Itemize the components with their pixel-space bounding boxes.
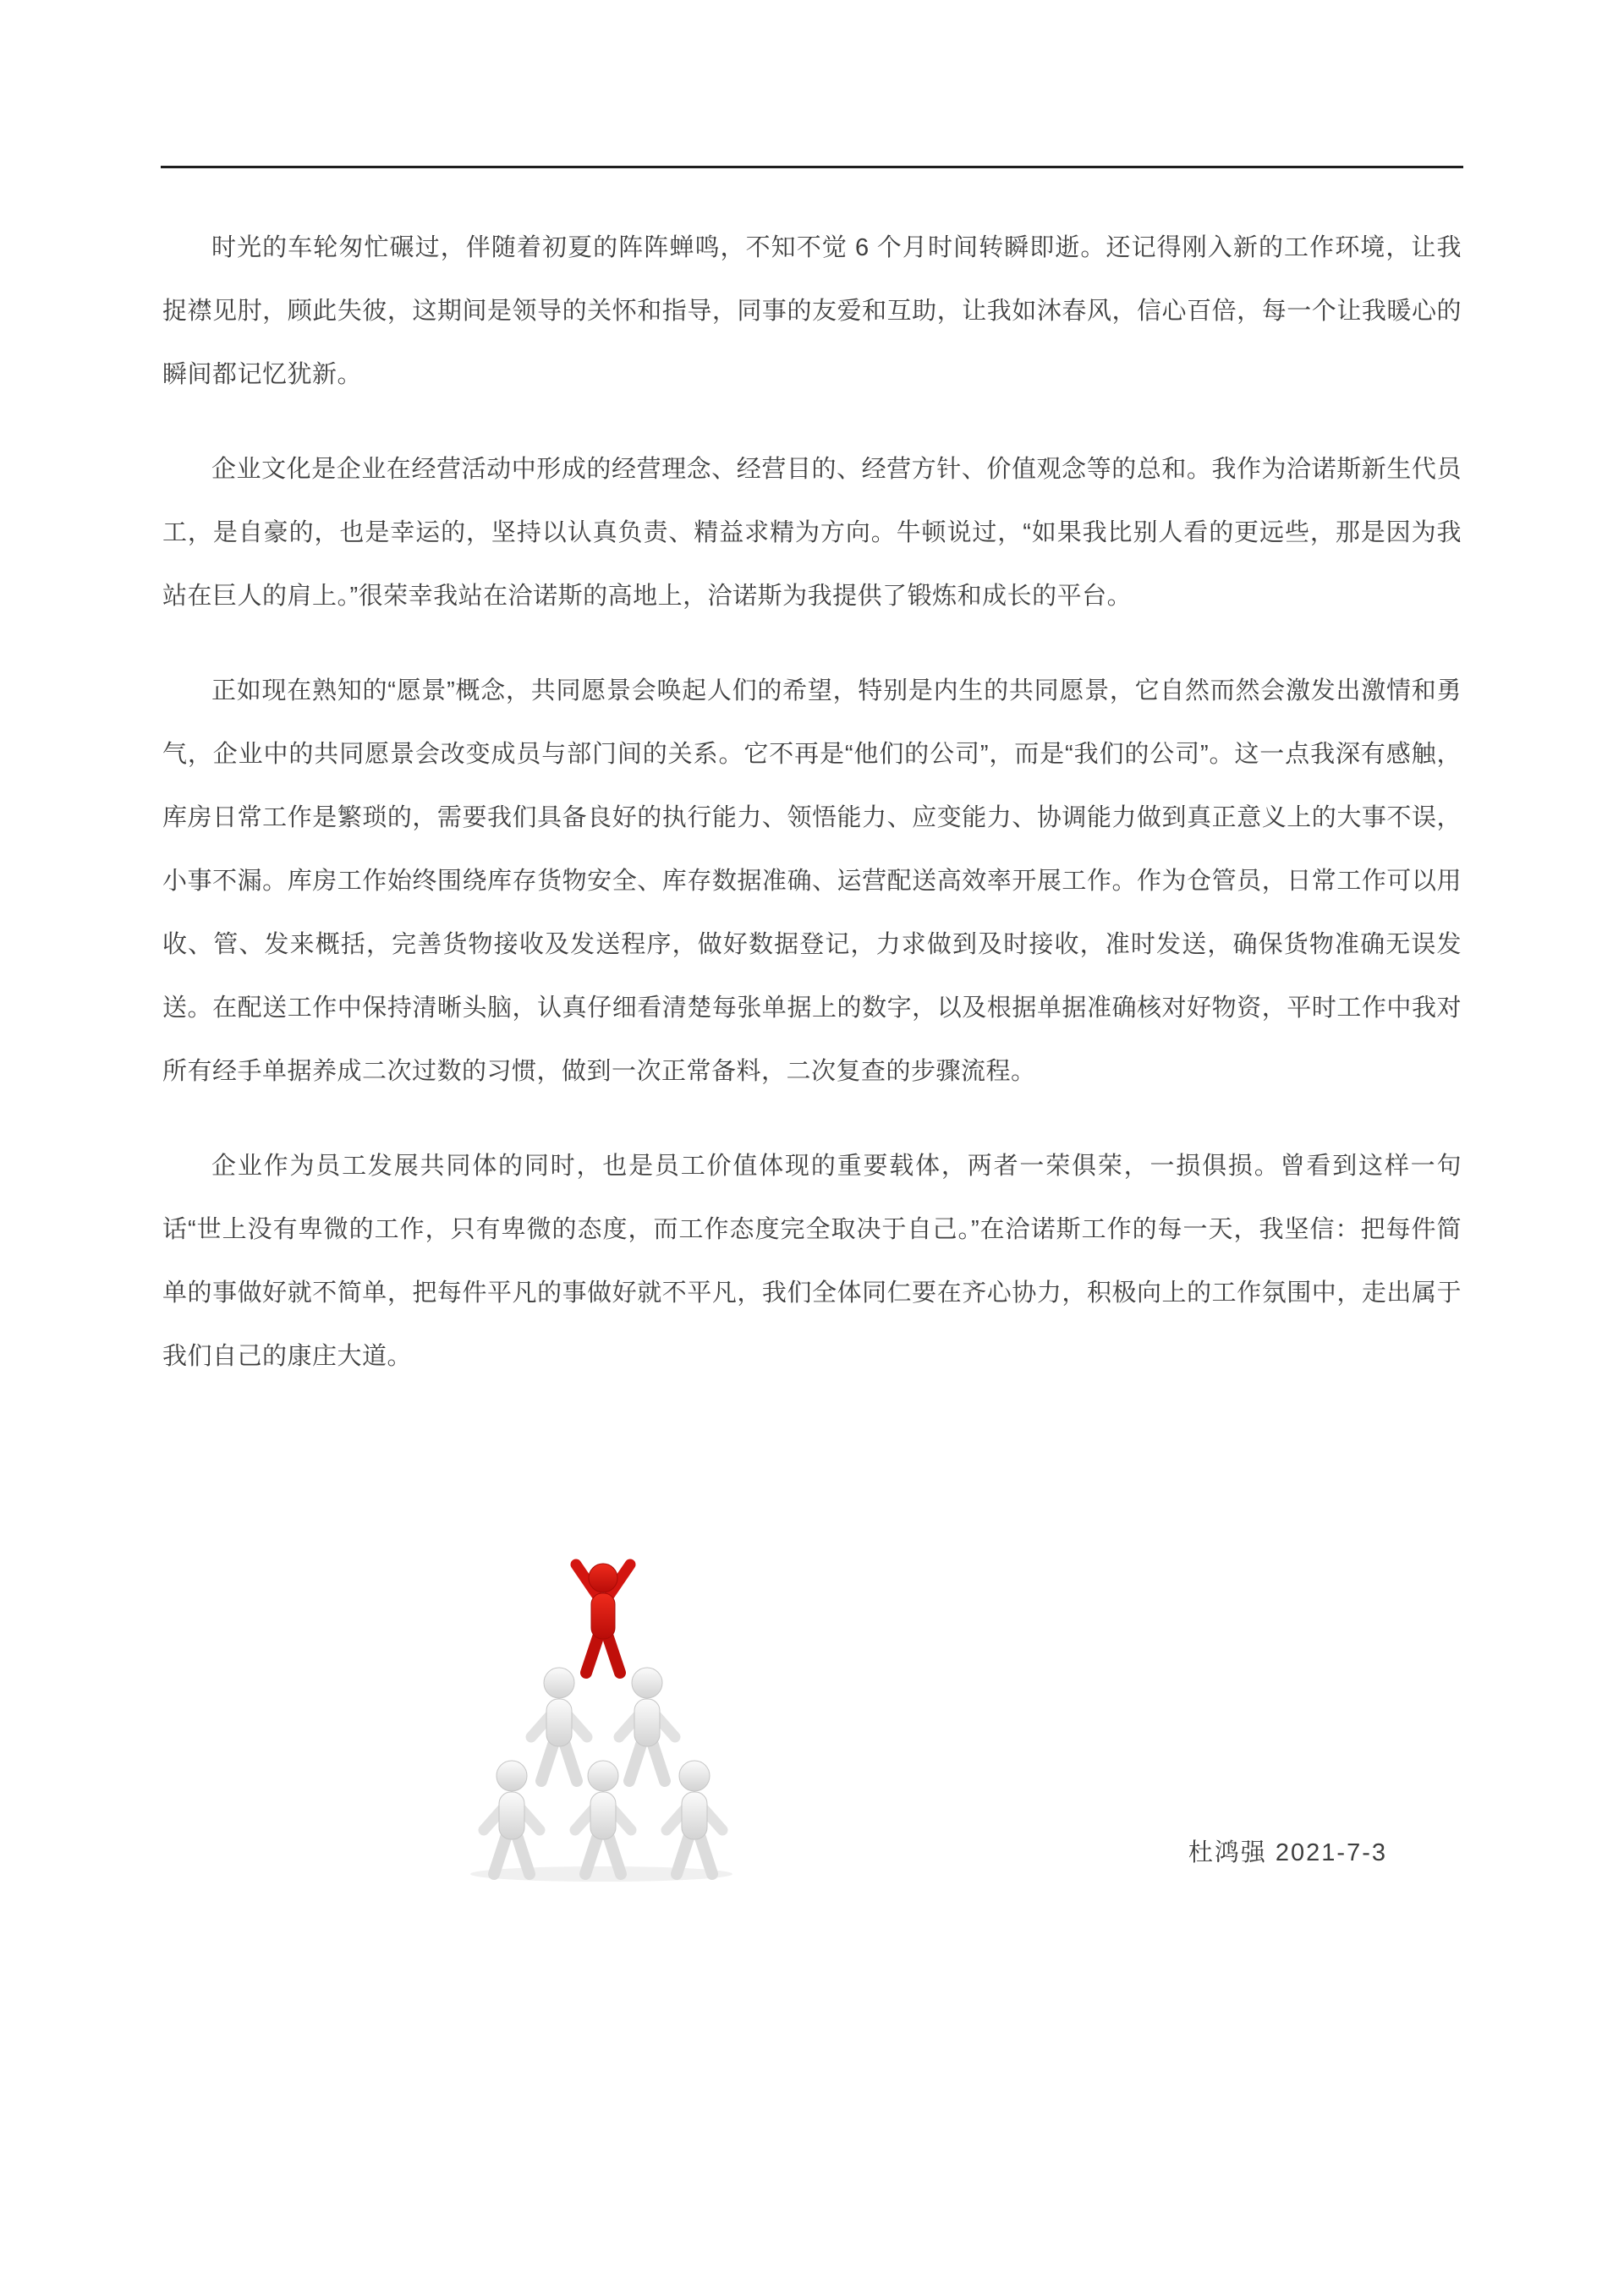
paragraph-2: 企业文化是企业在经营活动中形成的经营理念、经营目的、经营方针、价值观念等的总和。我作为洽诺斯新生代员工，是自豪的，也是幸运的，坚持以认真负责、精益求精为方向。牛顿说过，“如果我比别人看的更远些，那是因为我站在巨人的肩上。”很荣幸我站在洽诺斯的高地上，洽诺斯为我提供了锻炼和成长的平台。 <box>162 456 1462 610</box>
paragraph-3: 正如现在熟知的“愿景”概念，共同愿景会唤起人们的希望，特别是内生的共同愿景，它自然而然会激发出激情和勇气，企业中的共同愿景会改变成员与部门间的关系。它不再是“他们的公司”，而是“我们的公司”。这一点我深有感触，库房日常工作是繁琐的，需要我们具备良好的执行能力、领悟能力、应变能力、协调能力做到真正意义上的大事不误，小事不漏。库房工作始终围绕库存货物安全、库存数据准确、运营配送高效率开展工作。作为仓管员，日常工作可以用收、管、发来概括，完善货物接收及发送程序，做好数据登记，力求做到及时接收，准时发送，确保货物准确无误发送。在配送工作中保持清晰头脑，认真仔细看清楚每张单据上的数字，以及根据单据准确核对好物资，平时工作中我对所有经手单据养成二次过数的习惯，做到一次正常备料，二次复查的步骤流程。 <box>162 677 1462 1085</box>
document-body <box>162 216 1462 1420</box>
figure-shadow <box>470 1866 732 1882</box>
base-figure-center <box>575 1761 631 1874</box>
middle-figure-left <box>531 1668 587 1781</box>
signature-line: 杜鸿强 2021-7-3 <box>1188 1839 1387 1866</box>
top-red-figure <box>576 1564 630 1673</box>
header-divider-line <box>161 166 1463 168</box>
base-figure-left <box>484 1761 540 1874</box>
teamwork-pyramid-illustration <box>451 1546 747 1884</box>
paragraph-4: 企业作为员工发展共同体的同时，也是员工价值体现的重要载体，两者一荣俱荣，一损俱损。曾看到这样一句话“世上没有卑微的工作，只有卑微的态度，而工作态度完全取决于自己。”在洽诺斯工作的每一天，我坚信：把每件简单的事做好就不简单，把每件平凡的事做好就不平凡，我们全体同仁要在齐心协力，积极向上的工作氛围中，走出属于我们自己的康庄大道。 <box>162 1153 1462 1370</box>
middle-figure-right <box>619 1668 675 1781</box>
base-figure-right <box>667 1761 722 1874</box>
teamwork-pyramid-figures-icon <box>451 1546 747 1884</box>
paragraph-1: 时光的车轮匆忙碾过，伴随着初夏的阵阵蝉鸣，不知不觉 6 个月时间转瞬即逝。还记得刚入新的工作环境，让我捉襟见肘，顾此失彼，这期间是领导的关怀和指导，同事的友爱和互助，让我如沐春风，信心百倍，每一个让我暖心的瞬间都记忆犹新。 <box>162 234 1462 388</box>
